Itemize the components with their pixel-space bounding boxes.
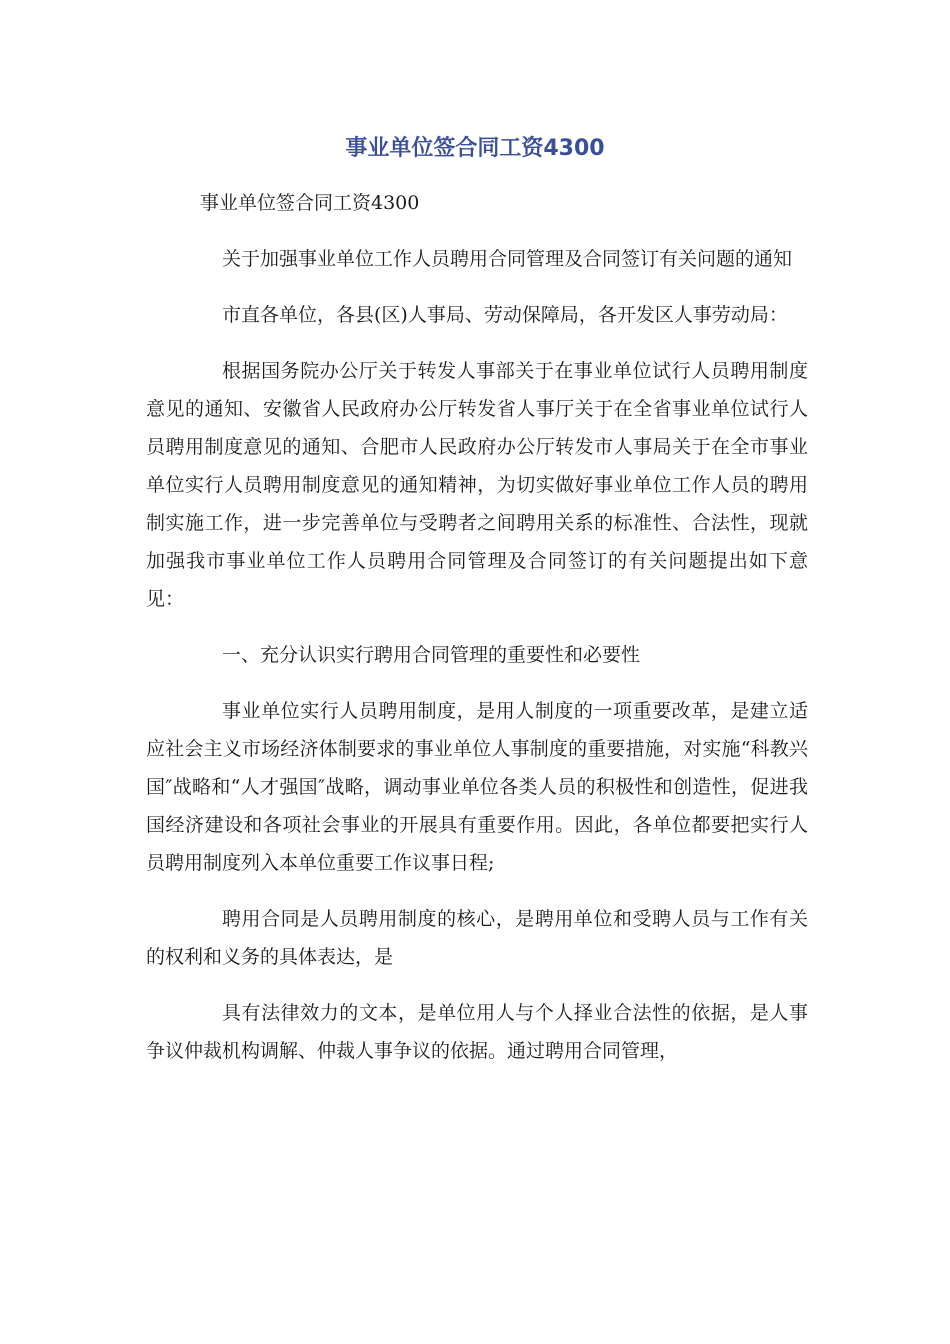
document-subtitle: 事业单位签合同工资4300 [200,192,420,214]
document-title: 事业单位签合同工资4300 [345,136,605,161]
basis-paragraph: 根据国务院办公厅关于转发人事部关于在事业单位试行人员聘用制度意见的通知、安徽省人民政府办公厅转发省人事厅关于在全省事业单位试行人员聘用制度意见的通知、合肥市人民政府办公厅转发市人事局关于在全市事业单位实行人员聘用制度意见的通知精神，为切实做好事业单位工作人员的聘用制实施工作，进一步完善单位与受聘者之间聘用关系的标准性、合法性，现就加强我市事业单位工作人员聘用合同管理及合同签订的有关问题提出如下意见： [146,360,808,610]
importance-paragraph: 事业单位实行人员聘用制度，是用人制度的一项重要改革，是建立适应社会主义市场经济体制要求的事业单位人事制度的重要措施，对实施“科教兴国″战略和“人才强国″战略，调动事业单位各类人员的积极性和创造性，促进我国经济建设和各项社会事业的开展具有重要作用。因此，各单位都要把实行人员聘用制度列入本单位重要工作议事日程; [146,700,808,874]
document-body [146,184,808,1088]
contract-core-paragraph: 聘用合同是人员聘用制度的核心，是聘用单位和受聘人员与工作有关的权利和义务的具体表达，是 [146,908,808,968]
addressee-paragraph: 市直各单位，各县(区)人事局、劳动保障局，各开发区人事劳动局： [222,304,788,326]
notice-heading-paragraph: 关于加强事业单位工作人员聘用合同管理及合同签订有关问题的通知 [222,248,793,270]
legal-effect-paragraph: 具有法律效力的文本，是单位用人与个人择业合法性的依据，是人事争议仲裁机构调解、仲裁人事争议的依据。通过聘用合同管理， [146,1002,808,1062]
section-one-heading: 一、充分认识实行聘用合同管理的重要性和必要性 [222,644,641,666]
